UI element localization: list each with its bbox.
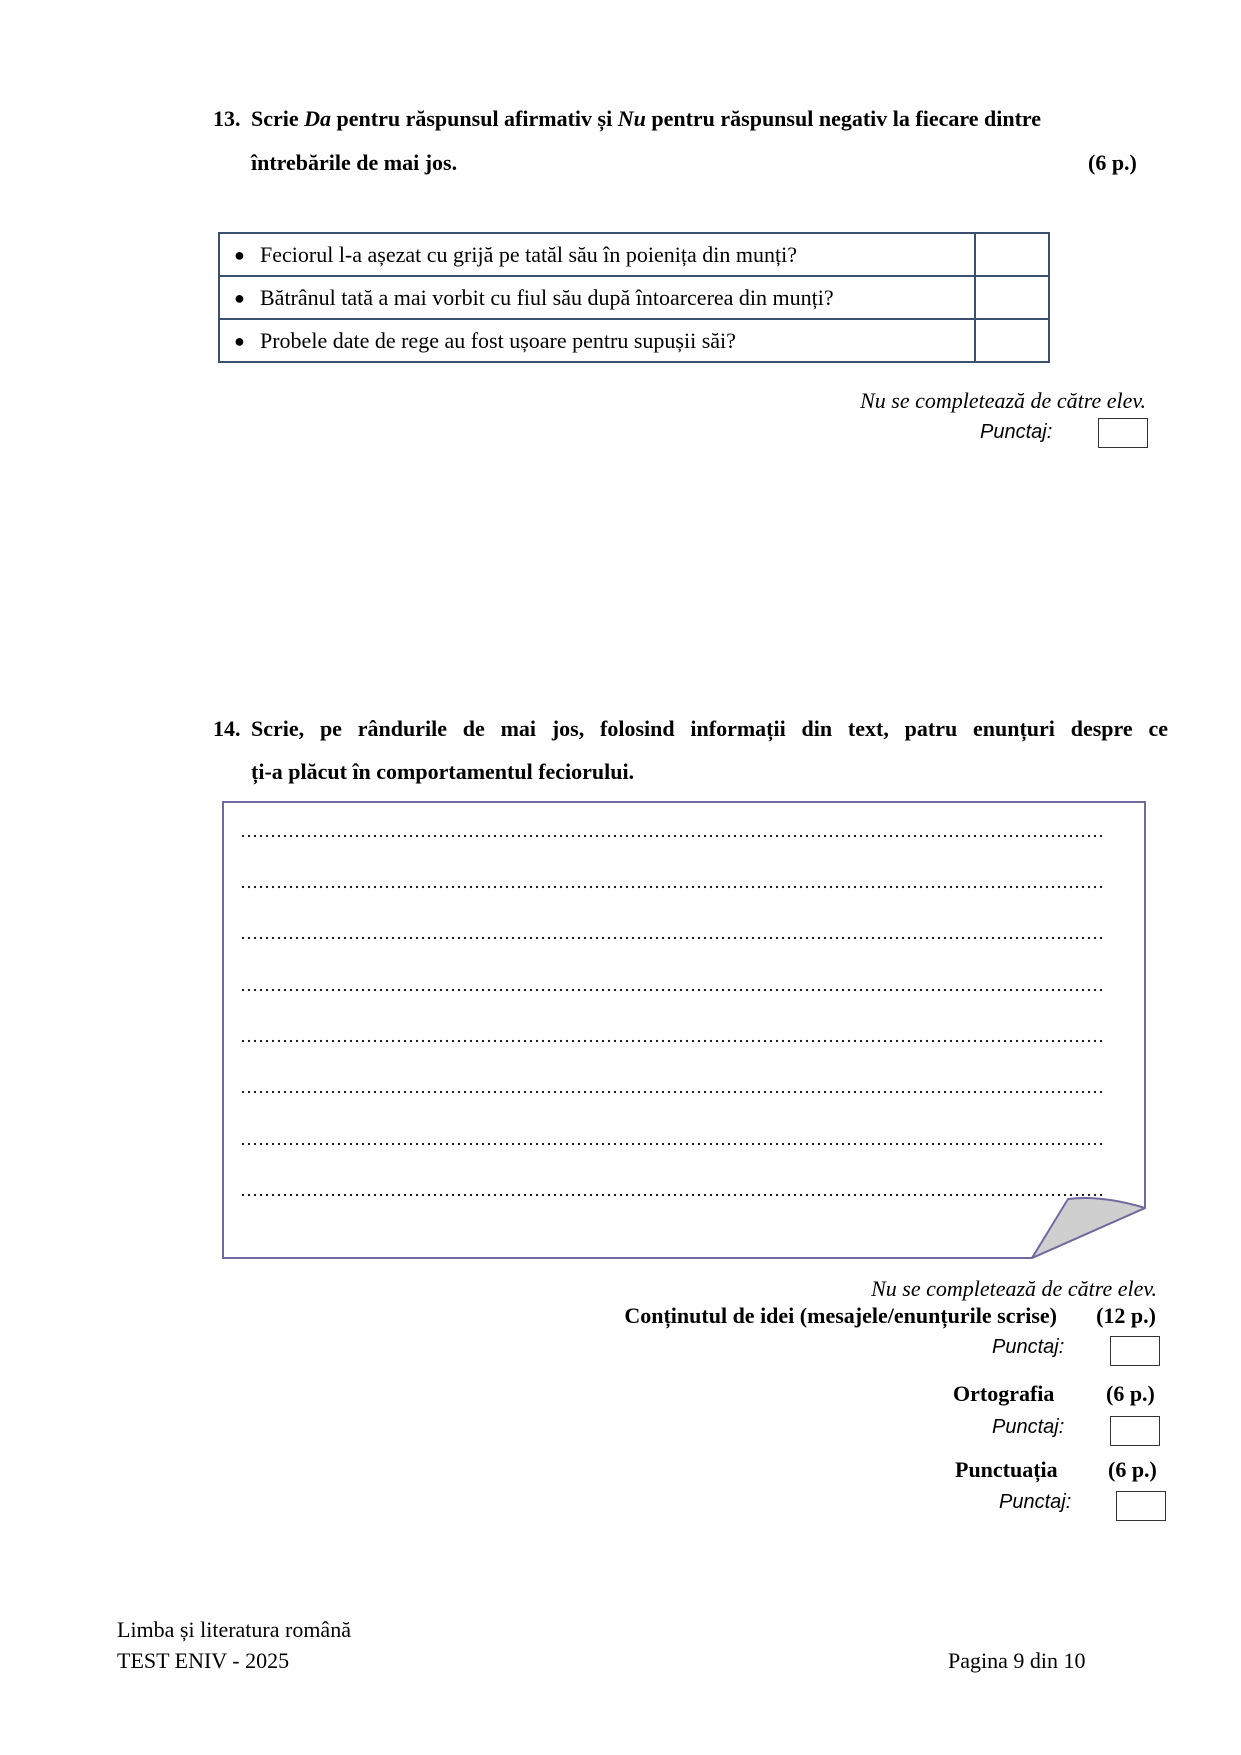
question-text: Probele date de rege au fost ușoare pentru supușii săi? (260, 327, 736, 353)
table-row (219, 233, 1049, 276)
answer-line-7[interactable] (240, 1137, 1104, 1151)
q13-score-label: Punctaj: (980, 421, 1053, 443)
criterion-content-label: Conținutul de idei (mesajele/enunțurile scrise) (624, 1303, 1057, 1328)
question-text: Bătrânul tată a mai vorbit cu fiul său după întoarcerea din munți? (260, 284, 834, 310)
criterion-spelling-points: (6 p.) (1106, 1381, 1155, 1406)
q13-instruction: Scrie Da pentru răspunsul afirmativ și Nu pentru răspunsul negativ la fiecare dintre (251, 106, 1042, 131)
bullet-icon: ● (234, 330, 245, 351)
answer-cell-1[interactable] (975, 233, 1049, 276)
answer-line-2[interactable] (240, 880, 1104, 894)
criterion-spelling-score-box[interactable] (1110, 1416, 1160, 1446)
answer-line-4[interactable] (240, 983, 1104, 997)
answer-cell-2[interactable] (975, 276, 1049, 319)
criterion-content-score-label: Punctaj: (992, 1336, 1065, 1358)
criterion-punctuation-score-box[interactable] (1116, 1491, 1166, 1521)
q13-points: (6 p.) (1088, 150, 1137, 175)
bullet-icon: ● (234, 244, 245, 265)
criterion-content-points: (12 p.) (1096, 1303, 1156, 1328)
question-text: Feciorul l-a așezat cu grijă pe tatăl său în poienița din munți? (260, 241, 797, 267)
q14-writing-area[interactable] (222, 801, 1146, 1259)
q13-header-line2: întrebările de mai jos. (251, 150, 458, 175)
q14-teacher-note: Nu se completează de către elev. (871, 1276, 1157, 1301)
answer-line-3[interactable] (240, 931, 1104, 945)
q13-teacher-note: Nu se completează de către elev. (860, 388, 1146, 413)
q14-number: 14. (213, 716, 241, 741)
criterion-punctuation-score-label: Punctaj: (999, 1491, 1072, 1513)
answer-line-1[interactable] (240, 829, 1104, 843)
answer-line-5[interactable] (240, 1034, 1104, 1048)
q13-number: 13. (213, 106, 241, 131)
footer-test: TEST ENIV - 2025 (117, 1648, 290, 1673)
q13-answer-table (218, 232, 1050, 363)
answer-cell-3[interactable] (975, 319, 1049, 362)
q14-instruction-line2: ți-a plăcut în comportamentul feciorului. (251, 759, 635, 784)
footer-page-number: Pagina 9 din 10 (948, 1648, 1086, 1673)
criterion-punctuation-points: (6 p.) (1108, 1457, 1157, 1482)
criterion-content-score-box[interactable] (1110, 1336, 1160, 1366)
answer-line-6[interactable] (240, 1085, 1104, 1099)
q14-instruction-line1: Scrie, pe rândurile de mai jos, folosind informații din text, patru enunțuri despre ce (251, 716, 1168, 741)
answer-line-8[interactable] (240, 1188, 1104, 1202)
bullet-icon: ● (234, 287, 245, 308)
criterion-spelling-score-label: Punctaj: (992, 1416, 1065, 1438)
footer-subject: Limba și literatura română (117, 1617, 351, 1642)
table-row (219, 319, 1049, 362)
criterion-spelling-label: Ortografia (953, 1381, 1055, 1406)
q13-score-box[interactable] (1098, 418, 1148, 448)
criterion-punctuation-label: Punctuația (955, 1457, 1058, 1482)
table-row (219, 276, 1049, 319)
